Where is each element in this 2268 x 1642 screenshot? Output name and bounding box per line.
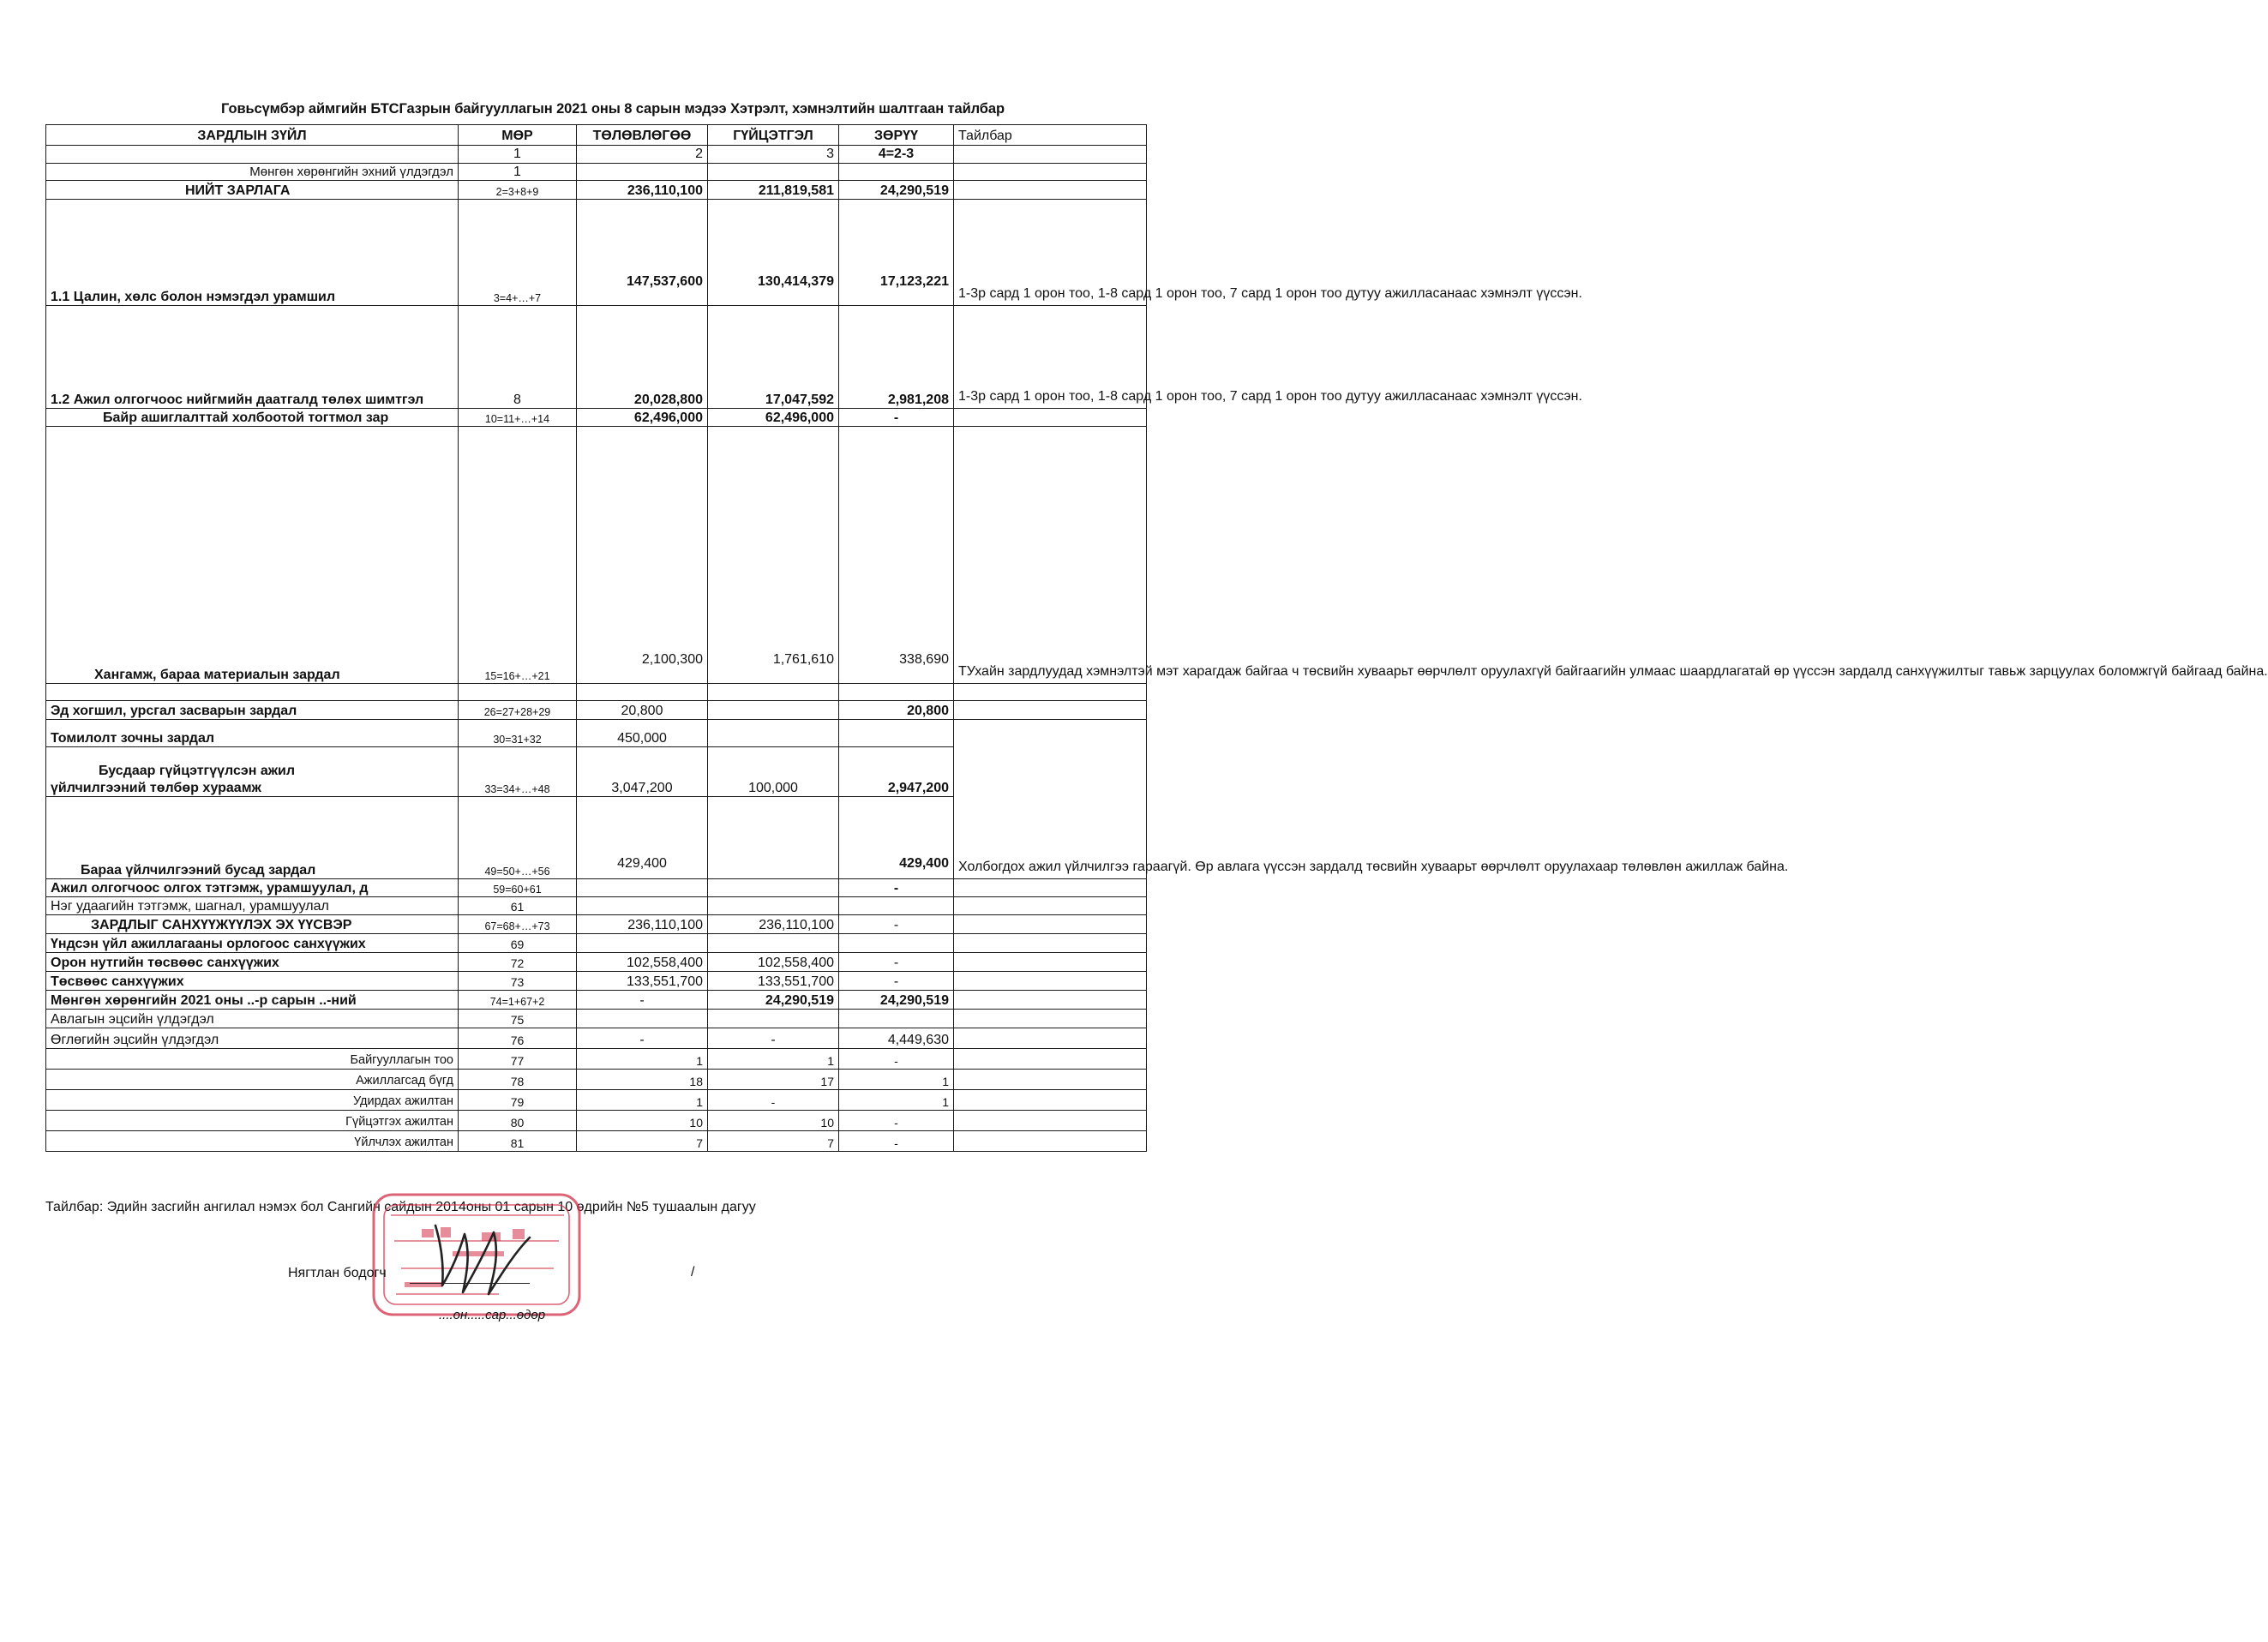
- row-diff: 24,290,519: [839, 181, 954, 200]
- signature-icon: [410, 1217, 547, 1303]
- row-number: 67=68+…+73: [459, 915, 577, 934]
- row-number: 73: [459, 972, 577, 991]
- row-plan: 236,110,100: [577, 181, 708, 200]
- row-label: Удирдах ажилтан: [46, 1090, 459, 1111]
- row-plan: 62,496,000: [577, 409, 708, 427]
- table-row: [46, 915, 1147, 934]
- row-label: Үндсэн үйл ажиллагааны орлогоос санхүүжих: [46, 934, 459, 953]
- table-row: [46, 409, 1147, 427]
- row-diff: -: [839, 972, 954, 991]
- table-row: [46, 701, 1147, 720]
- table-row: [46, 1049, 1147, 1070]
- row-plan: 236,110,100: [577, 915, 708, 934]
- row-label-line-1: Бусдаар гүйцэтгүүлсэн ажил: [99, 764, 296, 778]
- row-actual: -: [708, 1028, 839, 1049]
- row-number: 69: [459, 934, 577, 953]
- row-actual: 1,761,610: [708, 427, 839, 684]
- row-actual: 100,000: [708, 747, 839, 797]
- row-note: Холбогдох ажил үйлчилгээ гараагүй. Өр авлага үүссэн зардалд төсвийн хуваарьт өөрчлөлт оруулахаар төлөвлөн ажиллаж байна.: [954, 720, 1147, 879]
- row-actual: 10: [708, 1111, 839, 1131]
- row-number: 10=11+…+14: [459, 409, 577, 427]
- row-number: 8: [459, 306, 577, 409]
- row-diff: 429,400: [839, 797, 954, 879]
- row-number: 33=34+…+48: [459, 747, 577, 797]
- row-label: Байгууллагын тоо: [46, 1049, 459, 1070]
- date-note: ....он.....сар...өдөр: [439, 1308, 546, 1322]
- row-label: 1.1 Цалин, хөлс болон нэмэгдэл урамшил: [46, 200, 459, 306]
- header-number-row-no: 1: [459, 146, 577, 164]
- row-label: НИЙТ ЗАРЛАГА: [46, 181, 459, 200]
- row-actual: 17,047,592: [708, 306, 839, 409]
- row-actual: 130,414,379: [708, 200, 839, 306]
- row-number: 75: [459, 1010, 577, 1028]
- row-plan: -: [577, 1028, 708, 1049]
- row-diff: 2,981,208: [839, 306, 954, 409]
- row-number: 77: [459, 1049, 577, 1070]
- row-actual: 7: [708, 1131, 839, 1152]
- row-diff: 24,290,519: [839, 991, 954, 1010]
- row-number: 80: [459, 1111, 577, 1131]
- row-label: Бараа үйлчилгээний бусад зардал: [46, 797, 459, 879]
- row-label: Өглөгийн эцсийн үлдэгдэл: [46, 1028, 459, 1049]
- row-plan: 7: [577, 1131, 708, 1152]
- row-actual: 1: [708, 1049, 839, 1070]
- row-label: Орон нутгийн төсвөөс санхүүжих: [46, 953, 459, 972]
- header-number-note: [954, 146, 1147, 164]
- row-number: 61: [459, 897, 577, 915]
- table-row: [46, 1070, 1147, 1090]
- table-row: [46, 897, 1147, 915]
- table-row: [46, 1090, 1147, 1111]
- header-note: Тайлбар: [954, 125, 1147, 146]
- header-diff: ЗӨРҮҮ: [839, 125, 954, 146]
- row-plan: 1: [577, 1090, 708, 1111]
- row-actual: 24,290,519: [708, 991, 839, 1010]
- row-number: 81: [459, 1131, 577, 1152]
- row-label: Мөнгөн хөрөнгийн 2021 оны ..-р сарын ..-ний: [46, 991, 459, 1010]
- row-plan: -: [577, 991, 708, 1010]
- row-plan: 1: [577, 1049, 708, 1070]
- row-plan: 147,537,600: [577, 200, 708, 306]
- row-diff: -: [839, 1131, 954, 1152]
- row-number: 74=1+67+2: [459, 991, 577, 1010]
- header-number-row: [46, 146, 1147, 164]
- table-row: [46, 200, 1147, 306]
- signature-line: [410, 1283, 530, 1284]
- table-row: [46, 1111, 1147, 1131]
- row-diff: 17,123,221: [839, 200, 954, 306]
- header-row-no: МӨР: [459, 125, 577, 146]
- row-number: 26=27+28+29: [459, 701, 577, 720]
- row-label: Томилолт зочны зардал: [46, 720, 459, 747]
- report-title: Говьсүмбэр аймгийн БТСГазрын байгууллагын 2021 оны 8 сарын мэдээ Хэтрэлт, хэмнэлтийн шалтгаан тайлбар: [221, 101, 1005, 117]
- row-label: [46, 747, 459, 797]
- row-plan: 2,100,300: [577, 427, 708, 684]
- row-number: 78: [459, 1070, 577, 1090]
- row-label: Авлагын эцсийн үлдэгдэл: [46, 1010, 459, 1028]
- row-plan: 20,800: [577, 701, 708, 720]
- row-diff: -: [839, 879, 954, 897]
- header-item: ЗАРДЛЫН ЗҮЙЛ: [46, 125, 459, 146]
- row-number: 30=31+32: [459, 720, 577, 747]
- row-plan: 429,400: [577, 797, 708, 879]
- row-label: 1.2 Ажил олгогчоос нийгмийн даатгалд төлөх шимтгэл: [46, 306, 459, 409]
- row-diff: 1: [839, 1090, 954, 1111]
- table-row: [46, 163, 1147, 181]
- row-plan: 133,551,700: [577, 972, 708, 991]
- row-plan: 3,047,200: [577, 747, 708, 797]
- row-actual: 102,558,400: [708, 953, 839, 972]
- row-diff: -: [839, 409, 954, 427]
- row-actual: -: [708, 1090, 839, 1111]
- row-actual: 62,496,000: [708, 409, 839, 427]
- table-row: [46, 1010, 1147, 1028]
- row-number: 49=50+…+56: [459, 797, 577, 879]
- footnote: Тайлбар: Эдийн засгийн ангилал нэмэх бол Сангийн сайдын 2014оны 01 сарын 10 өдрийн №5 тушаалын дагуу: [45, 1200, 756, 1214]
- row-number: 2=3+8+9: [459, 181, 577, 200]
- row-label: Мөнгөн хөрөнгийн эхний үлдэгдэл: [46, 163, 459, 181]
- signer-label: Нягтлан бодогч: [288, 1266, 387, 1280]
- row-plan: 450,000: [577, 720, 708, 747]
- row-actual: 211,819,581: [708, 181, 839, 200]
- row-diff: -: [839, 1111, 954, 1131]
- table-row: [46, 306, 1147, 409]
- row-diff: 20,800: [839, 701, 954, 720]
- row-label: Төсвөөс санхүүжих: [46, 972, 459, 991]
- row-number: 1: [459, 163, 577, 181]
- row-plan: 102,558,400: [577, 953, 708, 972]
- row-number: 76: [459, 1028, 577, 1049]
- header-plan: ТӨЛӨВЛӨГӨӨ: [577, 125, 708, 146]
- row-label: Хангамж, бараа материалын зардал: [46, 427, 459, 684]
- row-label: Гүйцэтгэх ажилтан: [46, 1111, 459, 1131]
- row-diff: -: [839, 1049, 954, 1070]
- header-row: [46, 125, 1147, 146]
- row-plan: 18: [577, 1070, 708, 1090]
- row-diff: -: [839, 953, 954, 972]
- table-row: [46, 972, 1147, 991]
- row-actual: 17: [708, 1070, 839, 1090]
- table-row: [46, 181, 1147, 200]
- row-label: Ажиллагсад бүгд: [46, 1070, 459, 1090]
- header-actual: ГҮЙЦЭТГЭЛ: [708, 125, 839, 146]
- table-row: [46, 934, 1147, 953]
- header-number-actual: 3: [708, 146, 839, 164]
- row-diff: 1: [839, 1070, 954, 1090]
- row-label-line-2: үйлчилгээний төлбөр хураамж: [51, 780, 261, 795]
- expense-report-table: [45, 124, 2268, 1152]
- row-plan: 10: [577, 1111, 708, 1131]
- row-label: ЗАРДЛЫГ САНХҮҮЖҮҮЛЭХ ЭХ ҮҮСВЭР: [46, 915, 459, 934]
- table-row: [46, 1028, 1147, 1049]
- row-diff: -: [839, 915, 954, 934]
- row-label: Ажил олгогчоос олгох тэтгэмж, урамшуулал, д: [46, 879, 459, 897]
- row-number: 15=16+…+21: [459, 427, 577, 684]
- row-diff: 338,690: [839, 427, 954, 684]
- table-row: [46, 953, 1147, 972]
- row-note: 1-3р сард 1 орон тоо, 1-8 сард 1 орон тоо, 7 сард 1 орон тоо дутуу ажилласанаас хэмнэлт үүссэн.: [954, 306, 1147, 409]
- row-diff: 2,947,200: [839, 747, 954, 797]
- header-number-empty: [46, 146, 459, 164]
- row-plan: 20,028,800: [577, 306, 708, 409]
- row-note: ТУхайн зардлуудад хэмнэлтэй мэт харагдаж байгаа ч төсвийн хуваарьт өөрчлөлт оруулахгүй байгаагийн улмаас шаардлагатай өр үүссэн зардалд санхүүжилтыг тавьж зарцуулах боломжгүй байгаад байна.: [954, 427, 1147, 684]
- row-label: Эд хогшил, урсгал засварын зардал: [46, 701, 459, 720]
- row-note: 1-3р сард 1 орон тоо, 1-8 сард 1 орон тоо, 7 сард 1 орон тоо дутуу ажилласанаас хэмнэлт үүссэн.: [954, 200, 1147, 306]
- blank-row: [46, 684, 1147, 701]
- table-row: [46, 1131, 1147, 1152]
- row-actual: 133,551,700: [708, 972, 839, 991]
- signature-slash: /: [691, 1265, 695, 1279]
- row-label: Нэг удаагийн тэтгэмж, шагнал, урамшуулал: [46, 897, 459, 915]
- row-number: 72: [459, 953, 577, 972]
- table-row: [46, 879, 1147, 897]
- table-row: [46, 991, 1147, 1010]
- row-number: 79: [459, 1090, 577, 1111]
- row-label: Байр ашиглалттай холбоотой тогтмол зар: [46, 409, 459, 427]
- table-row: [46, 427, 1147, 684]
- row-label: Үйлчлэх ажилтан: [46, 1131, 459, 1152]
- row-number: 59=60+61: [459, 879, 577, 897]
- table-row: [46, 720, 1147, 747]
- header-number-plan: 2: [577, 146, 708, 164]
- row-diff: 4,449,630: [839, 1028, 954, 1049]
- row-actual: 236,110,100: [708, 915, 839, 934]
- row-number: 3=4+…+7: [459, 200, 577, 306]
- header-number-diff: 4=2-3: [839, 146, 954, 164]
